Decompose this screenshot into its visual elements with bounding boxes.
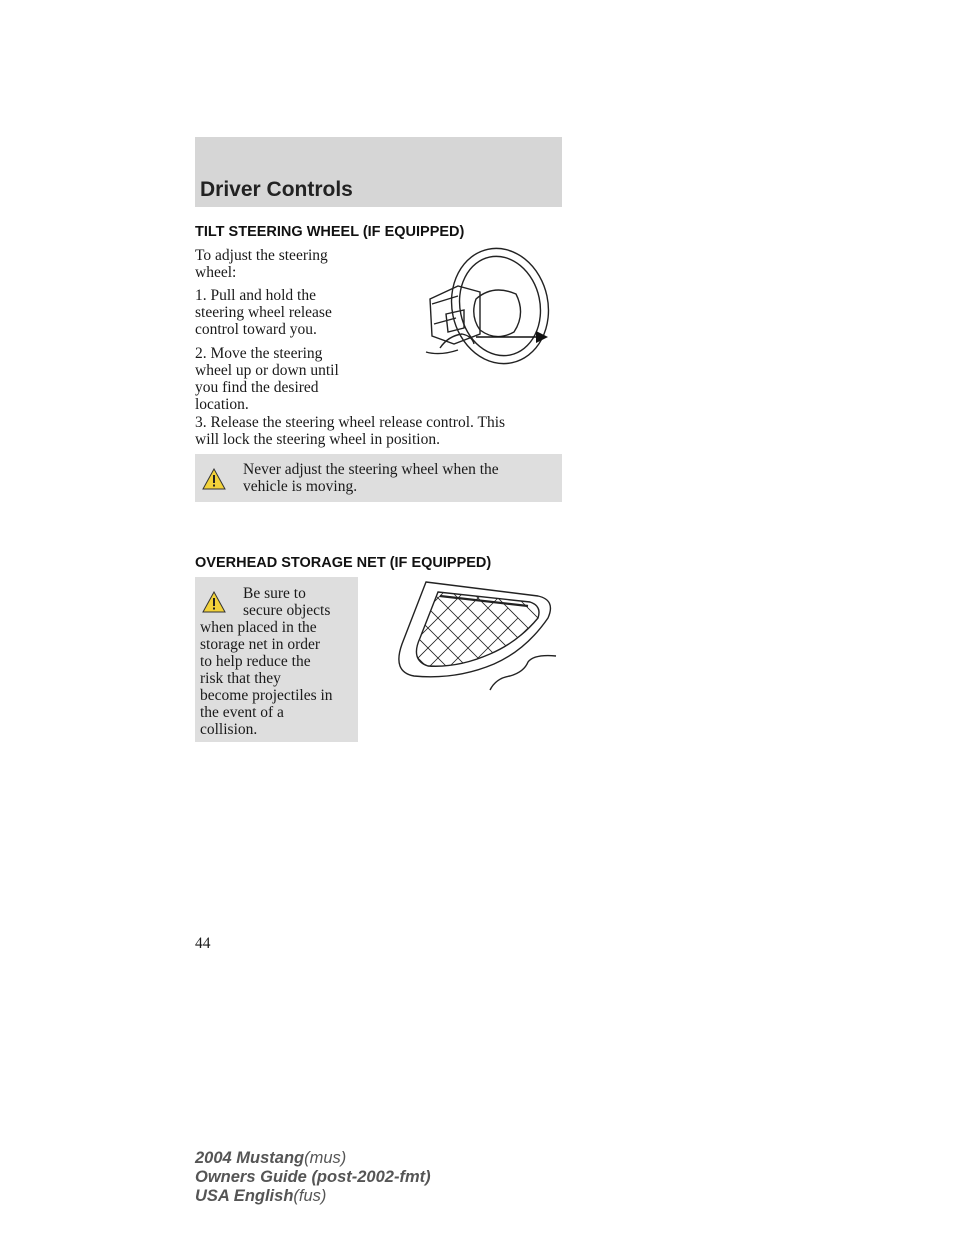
tilt-step-3: 3. Release the steering wheel release control. This will lock the steering wheel in position. xyxy=(195,414,506,448)
tilt-step-1: 1. Pull and hold the steering wheel release control toward you. xyxy=(195,287,332,338)
storage-net-illustration xyxy=(378,578,558,698)
warning-triangle-icon xyxy=(202,591,226,613)
warning-triangle-icon xyxy=(202,468,226,490)
storage-net-warning-text: when placed in the storage net in order to help reduce the risk that they become projectiles in the event of a collision. xyxy=(200,619,333,738)
storage-net-warning-box: Be sure to secure objects when placed in the storage net in order to help reduce the risk that they become projectiles in the event of a collision. xyxy=(195,577,358,742)
tilt-steering-heading: TILT STEERING WHEEL (IF EQUIPPED) xyxy=(195,224,465,240)
tilt-step-2: 2. Move the steering wheel up or down until you find the desired location. xyxy=(195,345,339,413)
tilt-warning-box xyxy=(195,454,562,502)
storage-net-heading: OVERHEAD STORAGE NET (IF EQUIPPED) xyxy=(195,555,492,571)
page-number: 44 xyxy=(195,935,211,952)
tilt-warning-text: Never adjust the steering wheel when the vehicle is moving. xyxy=(243,461,499,495)
steering-wheel-illustration xyxy=(418,244,558,374)
document-footer: 2004 Mustang(mus) Owners Guide (post-2002-fmt) USA English(fus) xyxy=(195,1149,431,1205)
tilt-intro: To adjust the steering wheel: xyxy=(195,247,328,281)
section-title: Driver Controls xyxy=(200,178,353,201)
